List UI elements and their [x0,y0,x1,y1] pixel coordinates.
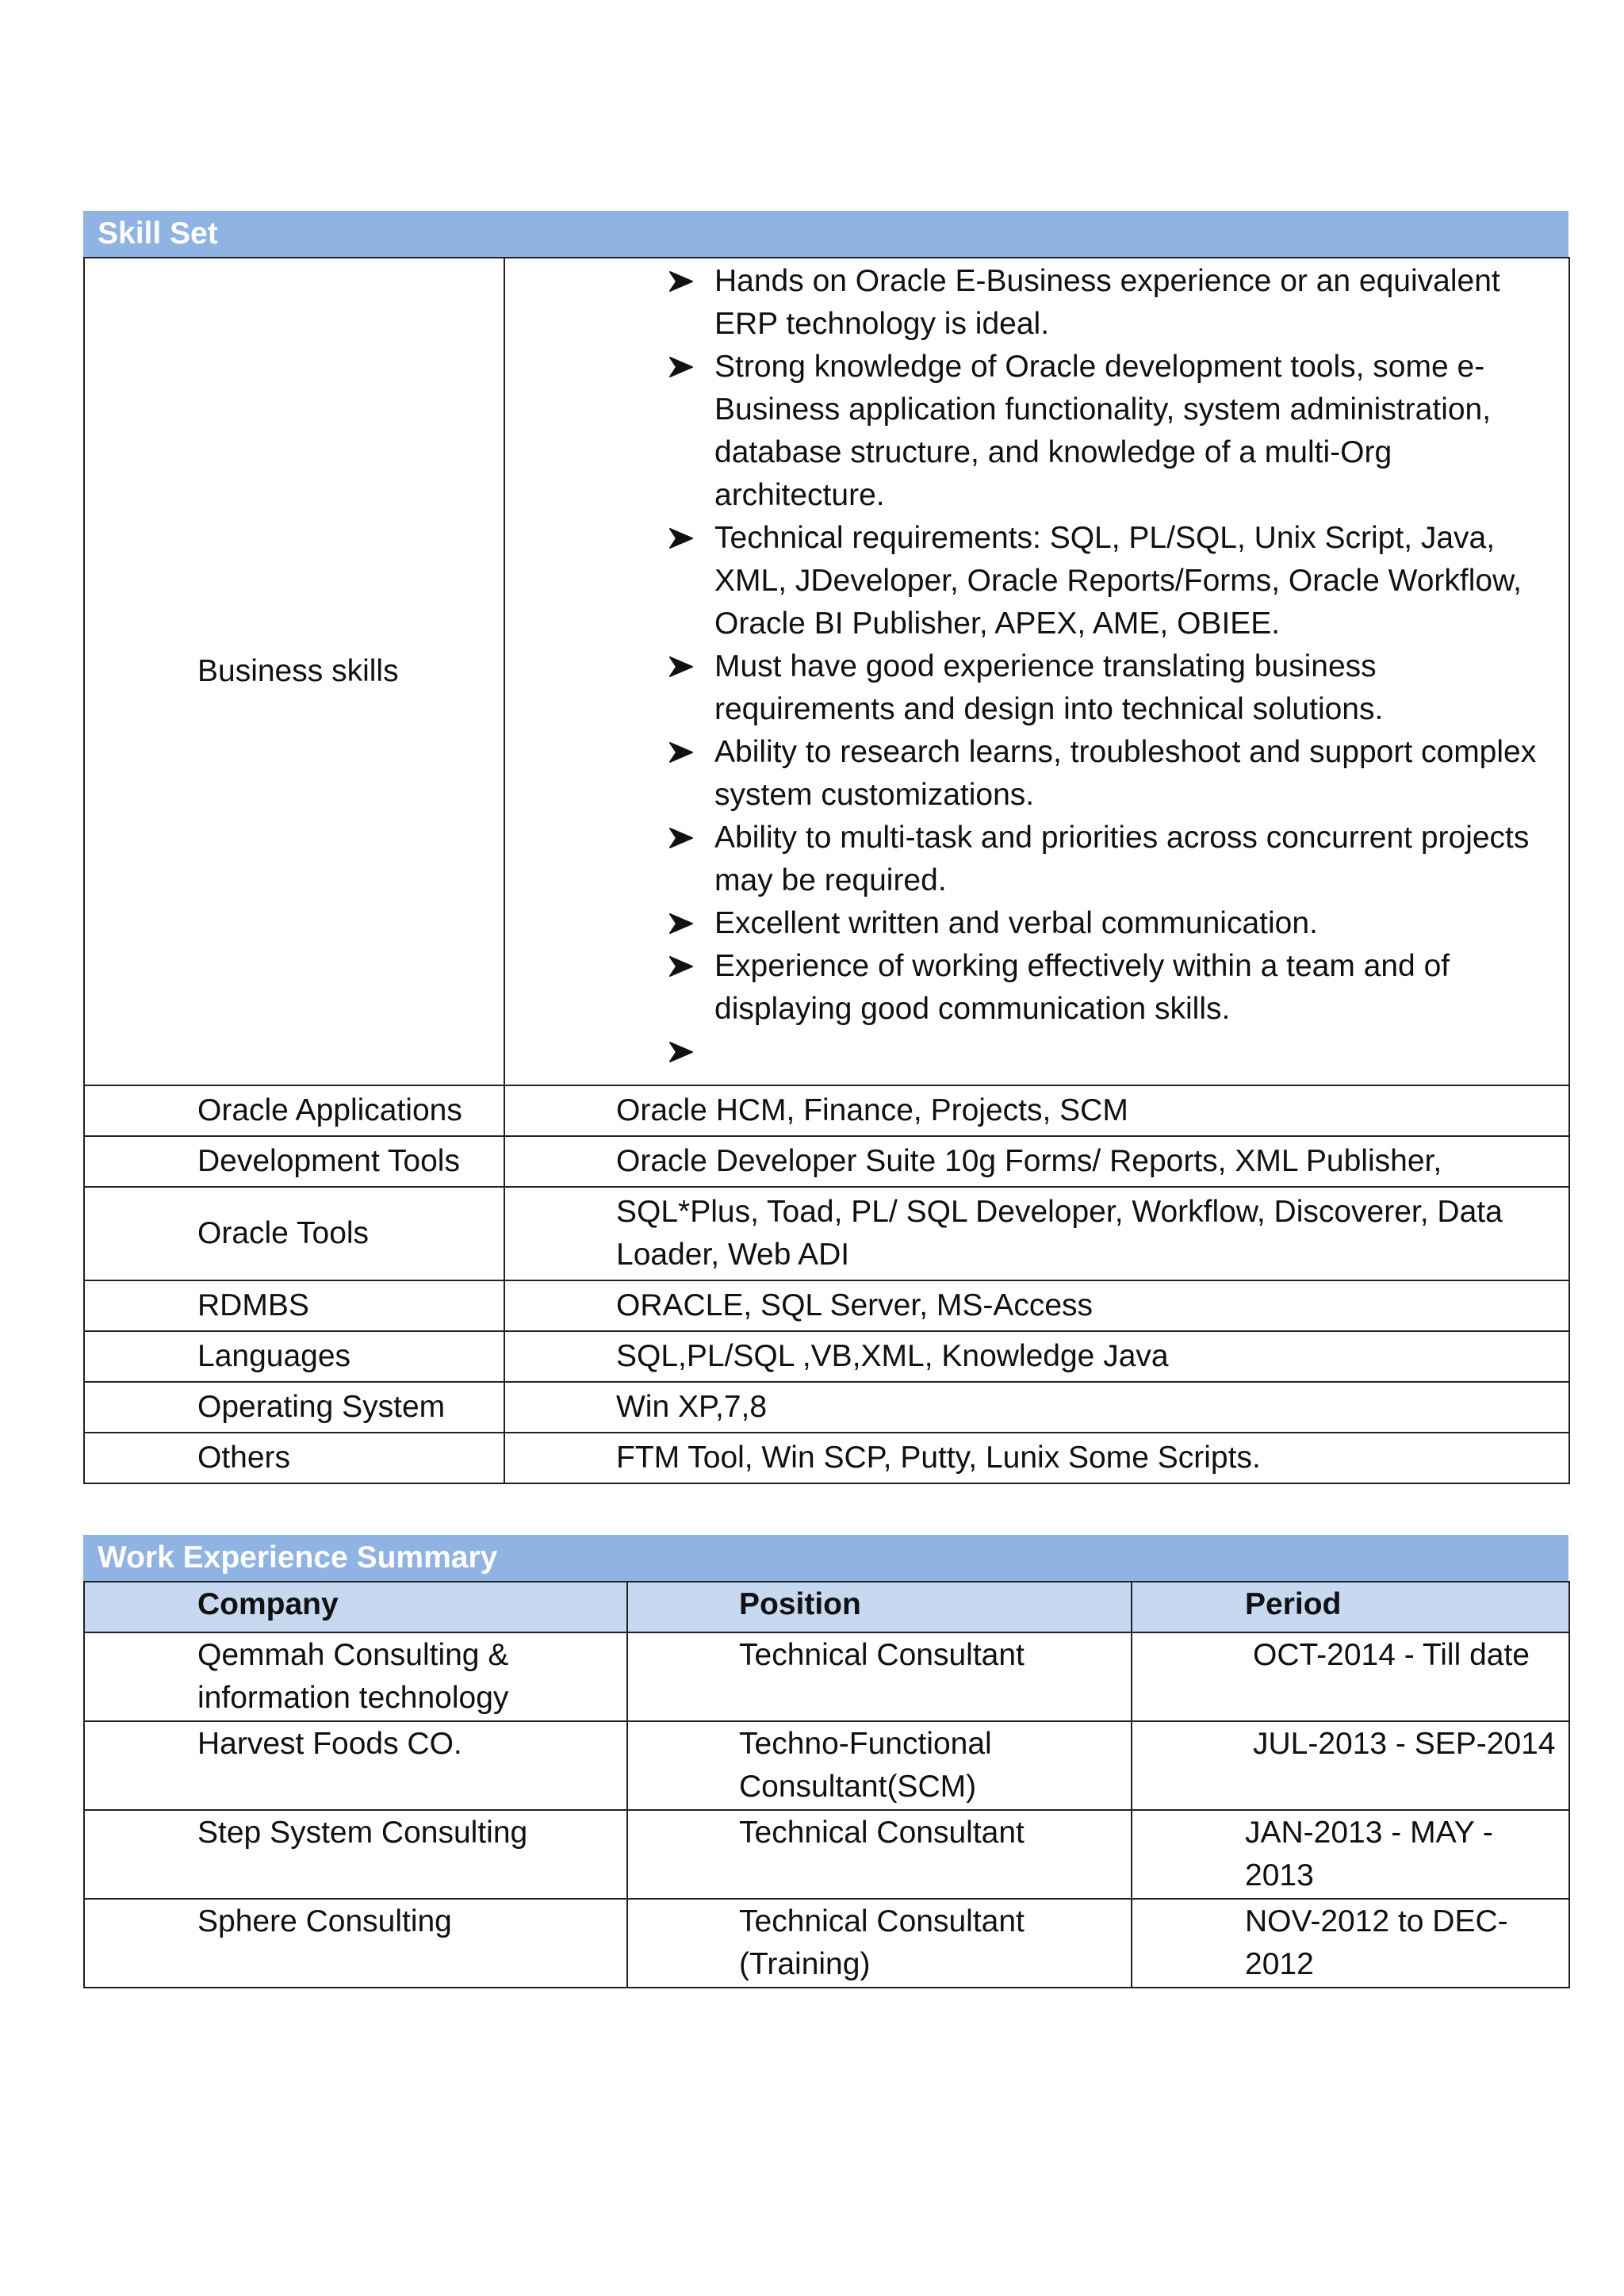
skill-set-table [83,257,1570,1484]
business-skill-text: Ability to research learns, troubleshoot and support complex system customizations. [714,735,1537,812]
business-skill-text: Technical requirements: SQL, PL/SQL, Unix Script, Java, XML, JDeveloper, Oracle Reports/Forms, Oracle Workflow, Oracle BI Publisher, APEX, AME, OBIEE. [714,521,1522,641]
arrow-bullet-icon [665,517,697,560]
company-cell: Step System Consulting [84,1810,627,1899]
business-skill-item [665,346,1551,517]
period-column-header: Period [1132,1582,1569,1632]
arrow-bullet-icon [665,817,697,859]
business-skill-text: Strong knowledge of Oracle development tools, some e-Business application functionality, system administration, database structure, and knowledge of a multi-Org architecture. [714,350,1492,512]
skill-row [84,1280,1569,1331]
work-experience-title: Work Experience Summary [98,1540,498,1575]
skill-value: Win XP,7,8 [504,1382,1569,1433]
arrow-bullet-icon [665,1031,697,1073]
business-skill-text: Excellent written and verbal communication. [714,906,1318,940]
position-cell: Technical Consultant [627,1632,1132,1721]
work-row [84,1899,1569,1988]
work-experience-table [83,1581,1570,1988]
business-skill-item [665,945,1551,1031]
skill-label: Oracle Applications [84,1085,504,1136]
period-cell: JAN-2013 - MAY - 2013 [1132,1810,1569,1899]
arrow-bullet-icon [665,346,697,388]
company-column-header: Company [84,1582,627,1632]
skill-value: SQL*Plus, Toad, PL/ SQL Developer, Workflow, Discoverer, Data Loader, Web ADI [504,1187,1569,1280]
business-skill-item [665,817,1551,902]
position-cell: Techno-Functional Consultant(SCM) [627,1721,1132,1810]
work-experience-header [83,1535,1568,1581]
skill-row [84,1382,1569,1433]
skill-row [84,1136,1569,1187]
company-cell: Sphere Consulting [84,1899,627,1988]
skill-row [84,1331,1569,1382]
skill-label: Development Tools [84,1136,504,1187]
business-skill-item [665,645,1551,731]
skill-row-business [84,258,1569,1085]
skill-label: Operating System [84,1382,504,1433]
skill-row [84,1433,1569,1483]
skill-row [84,1187,1569,1280]
position-cell: Technical Consultant (Training) [627,1899,1132,1988]
skill-label: Languages [84,1331,504,1382]
business-skill-text: Experience of working effectively within a team and of displaying good communication skills. [714,949,1450,1026]
business-skills-list [504,258,1569,1085]
business-skill-text: Ability to multi-task and priorities across concurrent projects may be required. [714,821,1530,897]
arrow-bullet-icon [665,731,697,774]
skill-label: Others [84,1433,504,1483]
arrow-bullet-icon [665,260,697,303]
work-row [84,1810,1569,1899]
skill-value: Oracle HCM, Finance, Projects, SCM [504,1085,1569,1136]
period-cell: NOV-2012 to DEC-2012 [1132,1899,1569,1988]
business-skill-item [665,517,1551,645]
skill-value: SQL,PL/SQL ,VB,XML, Knowledge Java [504,1331,1569,1382]
business-skill-item [665,260,1551,346]
skill-set-title: Skill Set [98,216,218,251]
arrow-bullet-icon [665,945,697,988]
business-skill-item [665,1031,1551,1073]
business-skill-text: Hands on Oracle E-Business experience or an equivalent ERP technology is ideal. [714,264,1500,341]
business-skills-label: Business skills [84,258,504,1085]
position-column-header: Position [627,1582,1132,1632]
period-cell: OCT-2014 - Till date [1132,1632,1569,1721]
work-row [84,1721,1569,1810]
period-cell: JUL-2013 - SEP-2014 [1132,1721,1569,1810]
company-cell: Harvest Foods CO. [84,1721,627,1810]
skill-label: RDMBS [84,1280,504,1331]
skill-value: FTM Tool, Win SCP, Putty, Lunix Some Scripts. [504,1433,1569,1483]
skill-value: ORACLE, SQL Server, MS-Access [504,1280,1569,1331]
company-cell: Qemmah Consulting & information technology [84,1632,627,1721]
arrow-bullet-icon [665,645,697,688]
skill-value: Oracle Developer Suite 10g Forms/ Reports, XML Publisher, [504,1136,1569,1187]
skill-label: Oracle Tools [84,1187,504,1280]
skill-set-header [83,211,1568,257]
work-header-row [84,1582,1569,1632]
business-skill-item [665,902,1551,945]
business-skill-item [665,731,1551,817]
work-row [84,1632,1569,1721]
position-cell: Technical Consultant [627,1810,1132,1899]
business-skill-text: Must have good experience translating business requirements and design into technical solutions. [714,649,1384,726]
arrow-bullet-icon [665,902,697,945]
skill-row [84,1085,1569,1136]
